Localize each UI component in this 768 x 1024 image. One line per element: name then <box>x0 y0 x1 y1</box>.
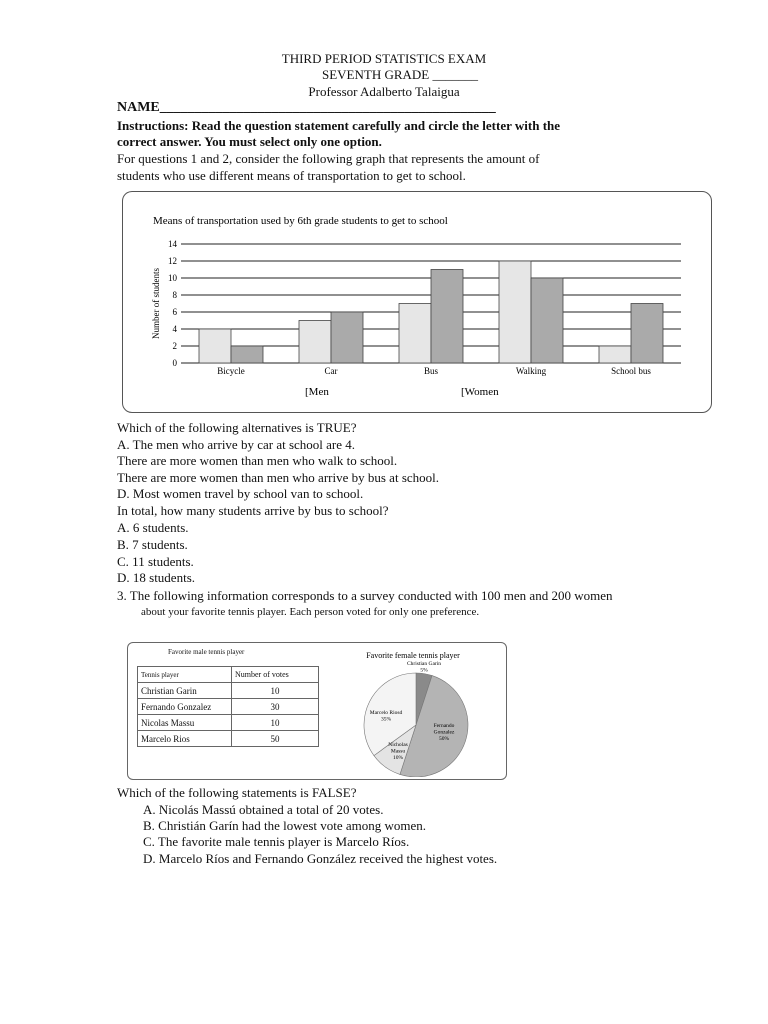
q2-option-d: D. 18 students. <box>117 570 195 585</box>
q1-option-d: D. Most women travel by school van to school. <box>117 486 364 501</box>
y-tick-label: 14 <box>168 239 177 249</box>
bar-men <box>499 261 531 363</box>
transport-chart-frame <box>122 191 712 413</box>
votes-cell: 10 <box>232 683 319 699</box>
name-field: NAME________________________________________________ <box>117 100 496 115</box>
instructions-line-1: Instructions: Read the question statement carefully and circle the letter with the <box>117 118 561 133</box>
y-tick-label: 4 <box>172 324 177 334</box>
pie-label: 5% <box>420 667 428 674</box>
male-votes-table <box>137 666 319 747</box>
bar-men <box>599 346 631 363</box>
q1-option-a: A. The men who arrive by car at school are 4. <box>117 437 356 452</box>
player-cell: Fernando Gonzalez <box>138 699 232 715</box>
pie-label: Massu <box>390 748 406 755</box>
chart-title: Means of transportation used by 6th grade students to get to school <box>153 215 448 227</box>
y-tick-label: 6 <box>172 307 177 317</box>
pie-label: Gonzalez <box>433 729 455 736</box>
bar-men <box>399 304 431 364</box>
intro-line-2: students who use different means of transportation to get to school. <box>117 168 466 183</box>
y-tick-label: 10 <box>168 273 177 283</box>
q3-intro-line-1: 3. The following information corresponds to a survey conducted with 100 men and 200 women <box>117 588 613 603</box>
q2-question: In total, how many students arrive by bus to school? <box>117 503 389 518</box>
y-tick-label: 8 <box>172 290 177 300</box>
votes-cell: 30 <box>232 699 319 715</box>
bar-women <box>531 278 563 363</box>
pie-label: 10% <box>392 755 404 761</box>
q1-option-b: There are more women than men who walk to school. <box>117 453 398 468</box>
pie-label: Fernando <box>433 723 455 729</box>
category-label: Walking <box>515 366 547 376</box>
instructions-line-2: correct answer. You must select only one option. <box>117 134 382 149</box>
category-label: Bus <box>423 366 439 376</box>
pie-label: Marcelo Riosd <box>369 710 403 716</box>
q3-option-a: A. Nicolás Massú obtained a total of 20 votes. <box>143 802 384 817</box>
q1-question: Which of the following alternatives is TRUE? <box>117 420 357 435</box>
category-label: Car <box>324 366 338 376</box>
bar-women <box>331 312 363 363</box>
bar-men <box>199 329 231 363</box>
table-row <box>138 699 319 715</box>
legend-entry: [Men <box>305 386 329 398</box>
y-axis-label: Number of students <box>151 268 161 339</box>
table-row <box>138 683 319 699</box>
pie-label: Nicholas <box>388 742 408 748</box>
bar-women <box>631 304 663 364</box>
bar-women <box>431 270 463 364</box>
category-label: Bicycle <box>217 366 245 376</box>
q3-option-c: C. The favorite male tennis player is Marcelo Ríos. <box>143 834 410 849</box>
grade-line: SEVENTH GRADE _______ <box>322 67 478 82</box>
female-pie-chart <box>343 643 503 777</box>
table-row <box>138 715 319 731</box>
legend-entry: [Women <box>461 386 499 398</box>
bar-women <box>231 346 263 363</box>
q3-intro-line-2: about your favorite tennis player. Each person voted for only one preference. <box>141 606 480 618</box>
player-cell: Nicolas Massu <box>138 715 232 731</box>
pie-label: 35% <box>380 716 392 723</box>
q2-option-a: A. 6 students. <box>117 520 189 535</box>
q2-option-b: B. 7 students. <box>117 537 188 552</box>
pie-label: 50% <box>438 736 450 742</box>
transport-bar-chart <box>123 192 711 412</box>
bar-men <box>299 321 331 364</box>
q3-question: Which of the following statements is FALSE? <box>117 785 357 800</box>
q3-option-d: D. Marcelo Ríos and Fernando González received the highest votes. <box>143 851 498 866</box>
player-cell: Christian Garin <box>138 683 232 699</box>
tennis-survey-frame <box>127 642 507 780</box>
player-cell: Marcelo Rios <box>138 731 232 747</box>
professor-line: Professor Adalberto Talaigua <box>308 84 460 99</box>
y-tick-label: 2 <box>172 341 177 351</box>
intro-line-1: For questions 1 and 2, consider the following graph that represents the amount of <box>117 151 540 166</box>
votes-cell: 10 <box>232 715 319 731</box>
q2-option-c: C. 11 students. <box>117 554 194 569</box>
votes-cell: 50 <box>232 731 319 747</box>
pie-label: Christian Garin <box>406 661 442 667</box>
header-player: Tennis player <box>138 667 232 683</box>
category-label: School bus <box>611 366 651 376</box>
male-table-title: Favorite male tennis player <box>168 648 245 656</box>
table-header-row <box>138 667 319 683</box>
header-votes: Number of votes <box>232 667 319 683</box>
exam-title: THIRD PERIOD STATISTICS EXAM <box>281 51 487 66</box>
y-tick-label: 0 <box>172 358 177 368</box>
pie-title: Favorite female tennis player <box>366 651 460 660</box>
y-tick-label: 12 <box>168 256 177 266</box>
table-row <box>138 731 319 747</box>
q3-option-b: B. Christián Garín had the lowest vote among women. <box>143 818 427 833</box>
q1-option-c: There are more women than men who arrive by bus at school. <box>117 470 440 485</box>
